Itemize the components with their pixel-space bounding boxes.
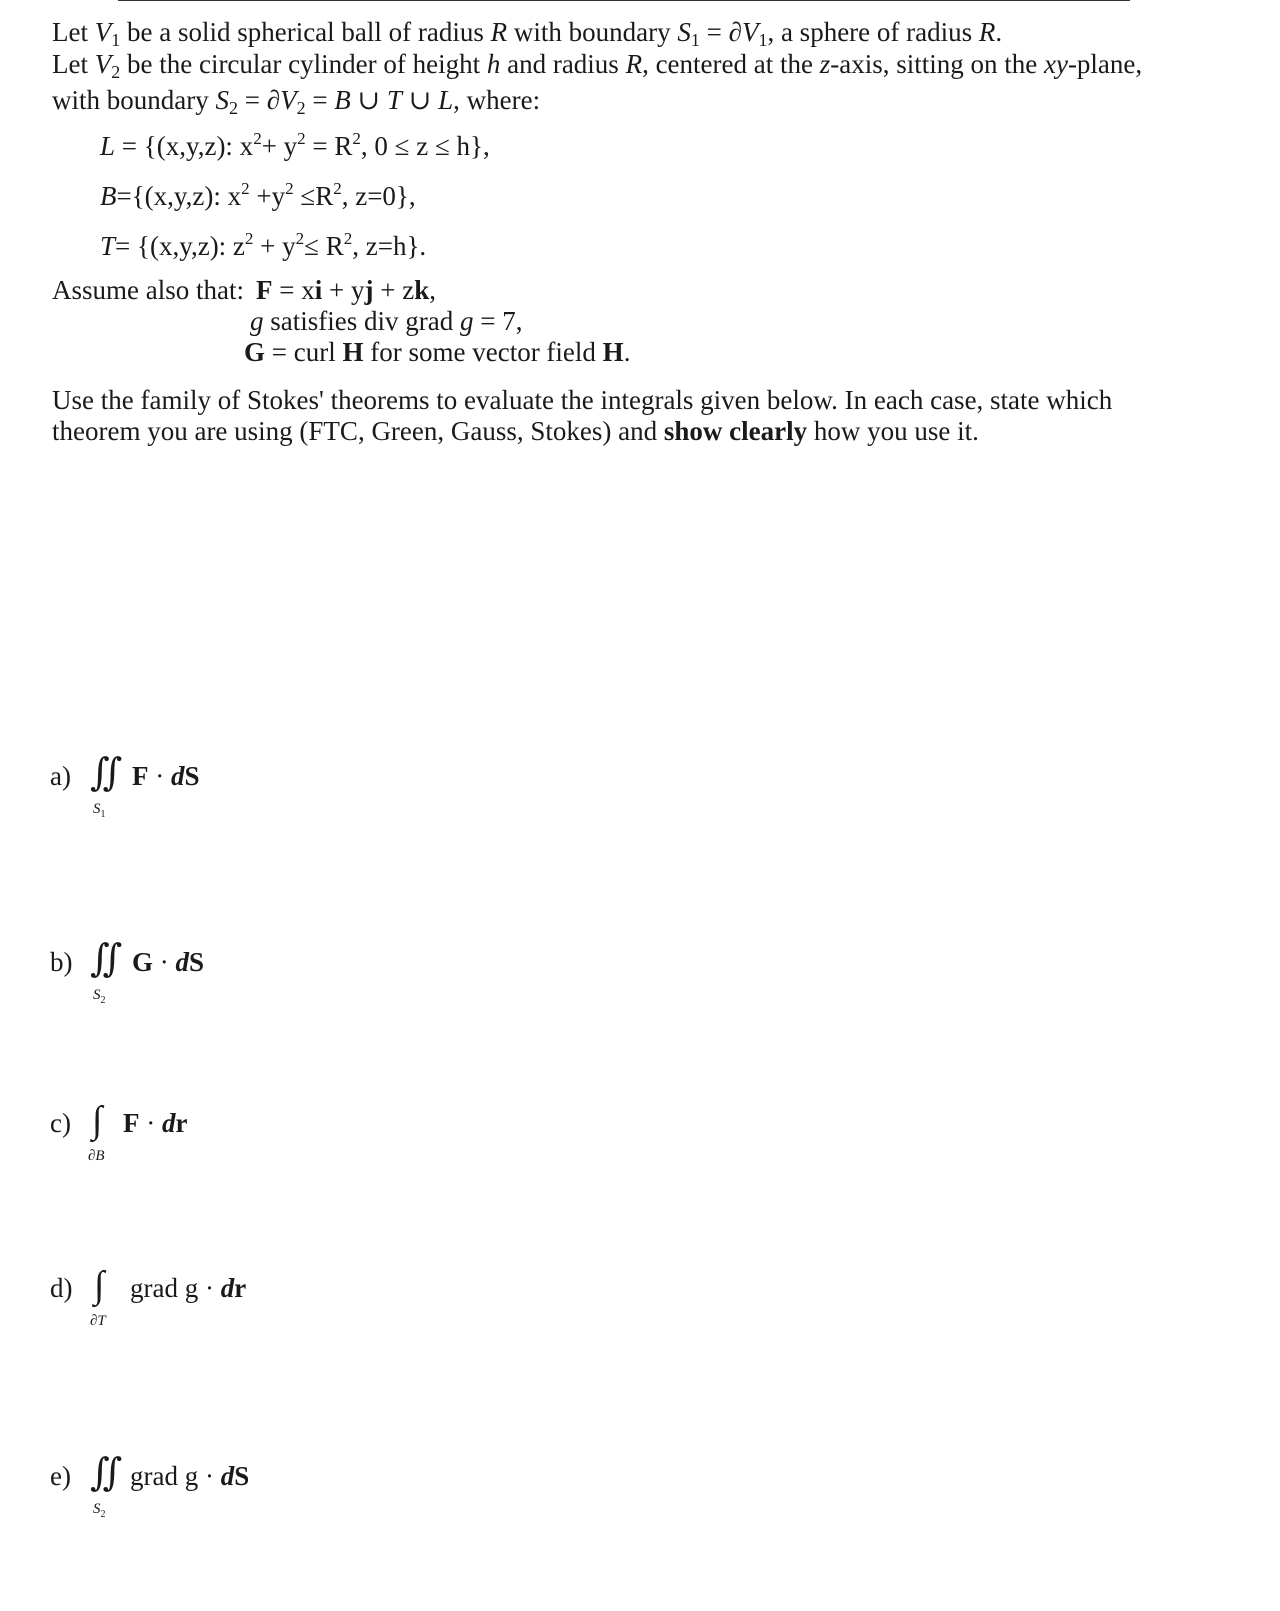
assume-F: F = xi + yj + zk, <box>256 275 436 305</box>
intro-line-1: Let $V_1$ be a solid spherical ball of radius R with boundary $S_1 = \partial V_1$, a sphere of radius R. <box>52 17 1003 50</box>
part-d <box>50 1264 370 1352</box>
instructions-line-1: Use the family of Stokes' theorems to evaluate the integrals given below. In each case, state which <box>52 385 1113 415</box>
instructions-line-2: theorem you are using (FTC, Green, Gauss, Stokes) and show clearly how you use it. <box>52 416 979 446</box>
assume-g: g satisfies div grad g = 7, <box>250 306 523 336</box>
part-c <box>50 1099 350 1187</box>
part-a <box>50 752 350 840</box>
integrand: F · dr <box>123 1108 188 1138</box>
intro-line-2: Let $V_2$ be the circular cylinder of height h and radius R, centered at the z-axis, sitting on the xy-plane, <box>52 49 1143 82</box>
double-integral-sign: ∬ <box>90 938 123 980</box>
integral-sign: ∫ <box>94 1264 105 1306</box>
intro-line-3: with boundary $S_2 = \partial V_2 = B$ ∪ T ∪ L, where: <box>52 85 541 118</box>
integral-limit: $S_2$ <box>93 987 106 1006</box>
double-integral-sign: ∬ <box>90 752 123 794</box>
assume-G: G = curl H for some vector field H. <box>244 337 631 367</box>
set-L: L = {(x,y,z): $x^2+ y^2 = R^2$, 0 ≤ z ≤ h}, <box>100 129 490 161</box>
integrand: grad g · dr <box>130 1273 247 1303</box>
part-label: e) <box>50 1461 71 1491</box>
set-B: B={(x,y,z): $x^2 +y^2 \le R^2$, z=0}, <box>100 179 416 211</box>
integral-limit: $S_1$ <box>93 801 106 820</box>
integral-limit: ∂B <box>88 1148 105 1164</box>
part-label: c) <box>50 1108 71 1138</box>
integrand: G · dS <box>132 947 205 977</box>
part-label: b) <box>50 947 73 977</box>
integral-sign: ∫ <box>92 1099 103 1141</box>
integrand: grad g · dS <box>130 1461 250 1491</box>
part-e <box>50 1452 370 1540</box>
assume-prefix: Assume also that: <box>52 275 244 305</box>
part-label: a) <box>50 761 71 791</box>
integrand: F · dS <box>132 761 200 791</box>
part-b <box>50 938 350 1026</box>
top-rule <box>118 0 1130 1</box>
part-label: d) <box>50 1273 73 1303</box>
double-integral-sign: ∬ <box>90 1452 123 1494</box>
set-T: T= {(x,y,z): $z^2 + y^2\le R^2$, z=h}. <box>100 229 427 261</box>
integral-limit: ∂T <box>90 1313 106 1329</box>
integral-limit: $S_2$ <box>93 1501 106 1520</box>
